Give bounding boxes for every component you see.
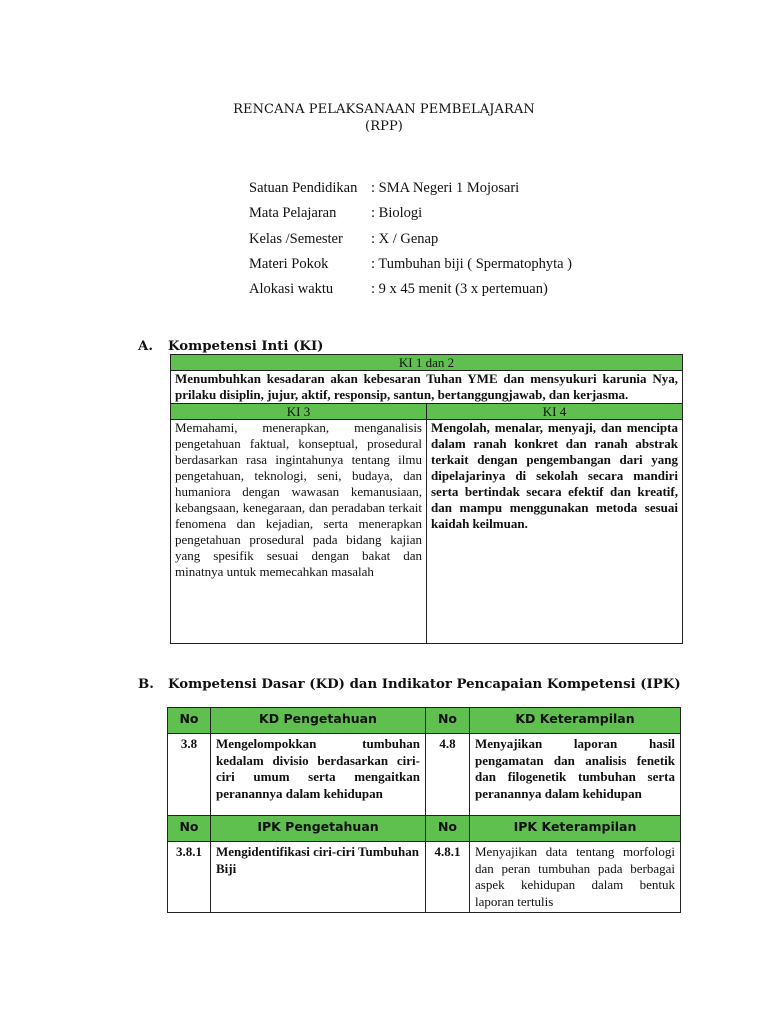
ipk-header-row <box>168 816 681 842</box>
info-label: Kelas /Semester <box>249 230 343 247</box>
ipk-number: 4.8.1 <box>426 842 470 913</box>
title-line-1: RENCANA PELAKSANAAN PEMBELAJARAN <box>233 102 535 117</box>
ki-12-text: Menumbuhkan kesadaran akan kebesaran Tuhan YME dan mensyukuri karunia Nya, prilaku disiplin, jujur, aktif, responsip, santun, bertanggungjawab, dan kerjasma. <box>171 371 683 404</box>
info-label: Alokasi waktu <box>249 281 334 298</box>
info-value: : Tumbuhan biji ( Spermatophyta ) <box>371 255 572 272</box>
info-row <box>249 281 572 306</box>
kd-number: 4.8 <box>426 734 470 816</box>
kd-pengetahuan-text: Mengelompokkan tumbuhan kedalam divisio berdasarkan ciri-ciri umum serta mengaitkan peranannya dalam kehidupan <box>211 734 426 816</box>
kd-pengetahuan-header: KD Pengetahuan <box>211 708 426 734</box>
info-row <box>249 205 572 230</box>
title-line-2: (RPP) <box>365 119 403 134</box>
info-value: : SMA Negeri 1 Mojosari <box>371 180 520 196</box>
kd-header-row <box>168 708 681 734</box>
kd-row <box>168 734 681 816</box>
ki-4-text: Mengolah, menalar, menyaji, dan mencipta dalam ranah konkret dan ranah abstrak terkait dengan pengembangan dari yang dipelajarinya di sekolah secara mandiri serta bertindak secara efektif dan kreatif, dan mampu menggunakan metoda sesuai kaidah keilmuan. <box>427 420 683 644</box>
section-letter: A. <box>138 339 153 354</box>
ipk-keterampilan-text: Menyajikan data tentang morfologi dan peran tumbuhan pada berbagai aspek kehidupan dalam bentuk laporan tertulis <box>470 842 681 913</box>
ki-3-text: Memahami, menerapkan, menganalisis pengetahuan faktual, konseptual, prosedural berdasarkan rasa ingintahunya tentang ilmu pengetahuan, teknologi, seni, budaya, dan humaniora dengan wawasan kemanusiaan, kebangsaan, kenegaraan, dan peradaban terkait fenomena dan kejadian, serta menerapkan pengetahuan prosedural pada bidang kajian yang spesifik sesuai dengan bakat dan minatnya untuk memecahkan masalah <box>171 420 427 644</box>
document-title <box>0 101 768 135</box>
ki-4-header: KI 4 <box>427 404 683 420</box>
section-letter: B. <box>138 677 154 692</box>
info-row <box>249 256 572 281</box>
info-label: Satuan Pendidikan <box>249 180 358 196</box>
ipk-no-header: No <box>168 816 211 842</box>
info-row <box>249 231 572 256</box>
ipk-row <box>168 842 681 913</box>
info-value: : X / Genap <box>371 230 439 247</box>
ki-3-header: KI 3 <box>171 404 427 420</box>
kd-table <box>167 707 681 913</box>
kd-keterampilan-text: Menyajikan laporan hasil pengamatan dan analisis fenetik dan filogenetik tumbuhan serta peranannya dalam kehidupan <box>470 734 681 816</box>
identity-block <box>249 180 572 306</box>
section-a-heading <box>138 339 323 354</box>
section-b-heading <box>138 677 681 692</box>
ipk-pengetahuan-text: Mengidentifikasi ciri-ciri Tumbuhan Biji <box>211 842 426 913</box>
ipk-number: 3.8.1 <box>168 842 211 913</box>
kd-keterampilan-header: KD Keterampilan <box>470 708 681 734</box>
info-value: : 9 x 45 menit (3 x pertemuan) <box>371 281 548 298</box>
ipk-keterampilan-header: IPK Keterampilan <box>470 816 681 842</box>
info-label: Materi Pokok <box>249 255 329 272</box>
ki-table <box>170 354 683 644</box>
info-row <box>249 180 572 205</box>
section-title: Kompetensi Dasar (KD) dan Indikator Pencapaian Kompetensi (IPK) <box>168 677 681 692</box>
info-value: : Biologi <box>371 205 423 222</box>
kd-no-header: No <box>168 708 211 734</box>
section-title: Kompetensi Inti (KI) <box>168 339 324 354</box>
ki-12-header: KI 1 dan 2 <box>171 355 683 371</box>
kd-number: 3.8 <box>168 734 211 816</box>
ipk-pengetahuan-header: IPK Pengetahuan <box>211 816 426 842</box>
kd-no-header: No <box>426 708 470 734</box>
ipk-no-header: No <box>426 816 470 842</box>
info-label: Mata Pelajaran <box>249 205 337 222</box>
